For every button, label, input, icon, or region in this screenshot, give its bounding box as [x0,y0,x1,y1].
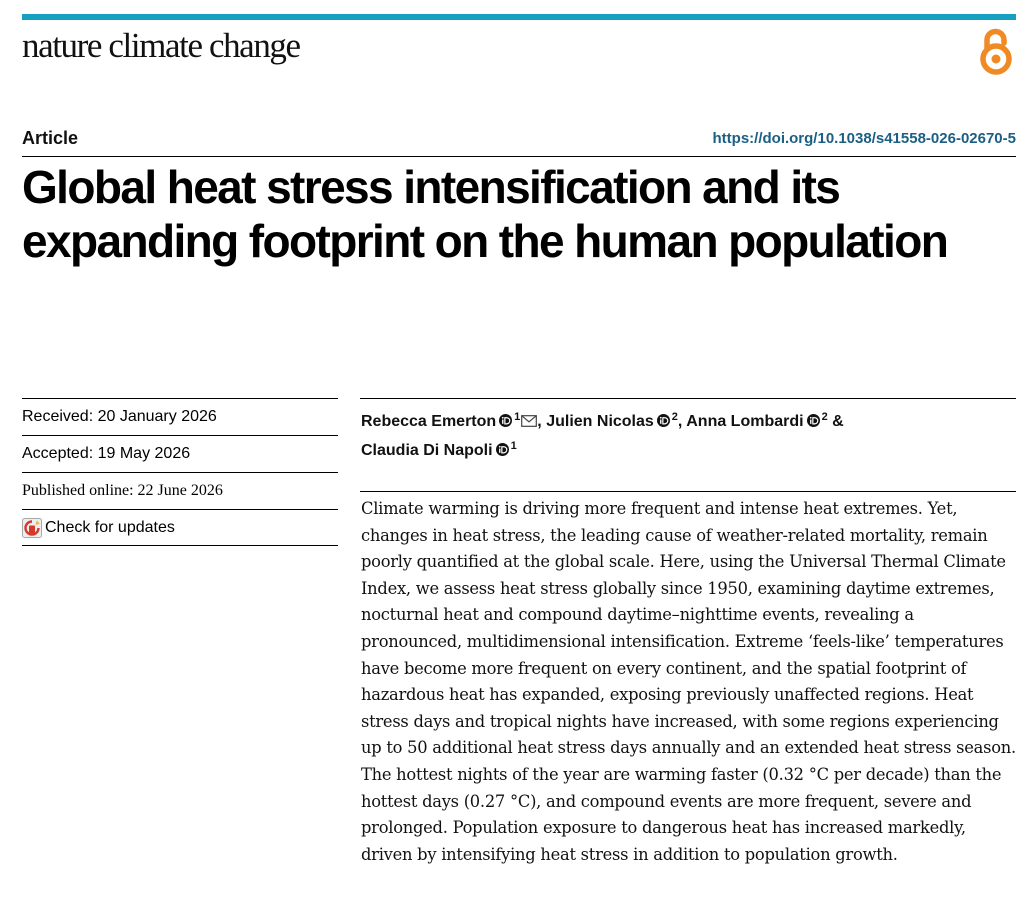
affiliation-number[interactable]: 1 [514,411,521,423]
author-name: Julien Nicolas [546,413,654,430]
open-access-lock-icon [976,26,1016,76]
orcid-icon[interactable] [807,414,820,427]
author-separator: & [827,413,844,430]
doi-link[interactable]: https://doi.org/10.1038/s41558-026-02670-5 [712,130,1016,147]
author-anna-lombardi[interactable] [686,413,843,430]
article-dates [22,398,338,546]
journal-name[interactable]: nature climate change [22,26,300,65]
article-type: Article [22,128,79,148]
orcid-icon[interactable] [657,414,670,427]
divider [360,491,1016,492]
accepted-date: Accepted: 19 May 2026 [22,435,338,472]
check-for-updates-icon [22,518,42,538]
affiliation-number[interactable]: 2 [671,411,678,423]
author-separator: , [537,413,542,430]
divider [22,156,1016,157]
divider [360,398,1016,399]
journal-accent-bar [22,14,1016,20]
affiliation-number[interactable]: 2 [821,411,828,423]
author-separator: , [677,413,683,430]
published-date: Published online: 22 June 2026 [22,472,338,509]
author-name: Rebecca Emerton [361,413,497,430]
author-list [361,405,1011,463]
author-claudia-di-napoli[interactable] [361,442,517,459]
orcid-icon[interactable] [499,414,512,427]
author-julien-nicolas[interactable] [546,413,682,430]
author-name: Anna Lombardi [686,413,804,430]
check-for-updates-button[interactable] [22,509,338,546]
check-for-updates-label: Check for updates [45,518,175,536]
abstract: Climate warming is driving more frequent and intense heat extremes. Yet, changes in heat stress, the leading cause of weather-related mortality, remain poorly quantified at the global scale. Here, using the Universal Thermal Climate Index, we assess heat stress globally since 1950, examining daytime extremes, nocturnal heat and compound daytime–nighttime events, revealing a pronounced, multidimensional intensification. Extreme ‘feels-like’ temperatures have become more frequent on every continent, and the spatial footprint of hazardous heat has expanded, exposing previously unaffected regions. Heat stress days and tropical nights have increased, with some regions experiencing up to 50 additional heat stress days annually and an extended heat stress season. The hottest nights of the year are warming faster (0.32 °C per decade) than the hottest days (0.27 °C), and compound events are more frequent, severe and prolonged. Population exposure to dangerous heat has increased markedly, driven by intensifying heat stress in addition to population growth. [361,499,1016,864]
affiliation-number[interactable]: 1 [510,440,517,452]
orcid-icon[interactable] [496,443,509,456]
received-date: Received: 20 January 2026 [22,398,338,435]
author-rebecca-emerton[interactable] [361,413,542,430]
author-name: Claudia Di Napoli [361,442,493,459]
article-title: Global heat stress intensification and its expanding footprint on the human population [22,161,948,267]
email-icon[interactable] [521,415,537,427]
